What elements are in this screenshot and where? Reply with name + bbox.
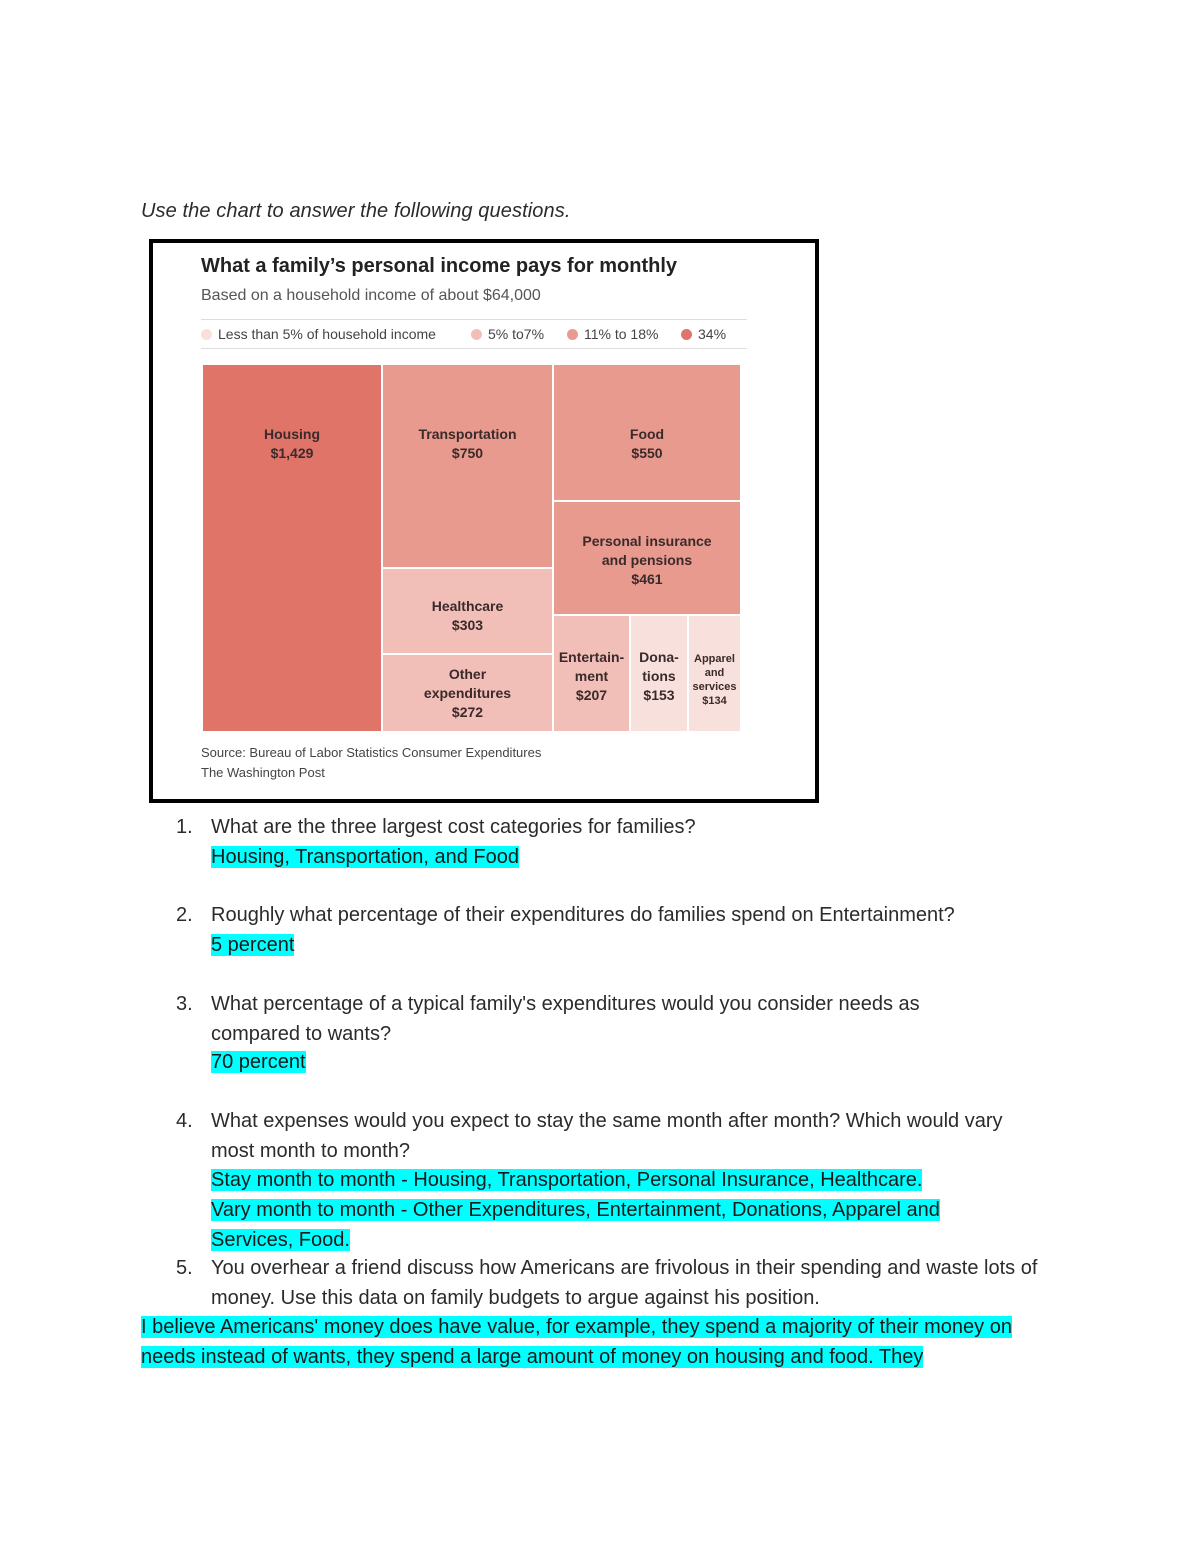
treemap-cell-entertainment	[553, 615, 630, 732]
treemap-category-label: Housing	[264, 426, 320, 442]
treemap-category-label: Entertain-	[558, 649, 625, 665]
answer-highlight: Vary month to month - Other Expenditures, Entertainment, Donations, Apparel and Services, Food.	[211, 1199, 940, 1251]
treemap-cell-label	[631, 648, 687, 705]
answer	[211, 843, 1051, 873]
treemap-cell-label	[689, 652, 740, 708]
treemap-cell-apparel-and-services	[688, 615, 741, 732]
question-text: What percentage of a typical family's expenditures would you consider needs as compared to wants?	[211, 993, 920, 1045]
treemap-value-label: $134	[702, 695, 727, 707]
treemap-cell-housing	[202, 364, 382, 732]
treemap-category-label: Other	[448, 666, 487, 682]
treemap-category-label: ment	[574, 668, 609, 684]
question-number: 5.	[176, 1257, 193, 1279]
legend-swatch	[567, 329, 578, 340]
treemap-category-label: Healthcare	[431, 598, 504, 614]
legend-label: 34%	[698, 326, 727, 342]
chart-legend	[201, 319, 747, 349]
treemap-value-label: $1,429	[270, 445, 314, 461]
chart-source: Source: Bureau of Labor Statistics Consumer Expenditures	[201, 745, 542, 760]
treemap-cell-label	[554, 532, 740, 589]
legend-label: Less than 5% of household income	[218, 326, 436, 342]
chart-title: What a family’s personal income pays for monthly	[201, 255, 678, 277]
treemap-category-label: Personal insurance	[582, 533, 712, 549]
treemap-cell-label	[554, 648, 629, 705]
instructions-text: Use the chart to answer the following questions.	[141, 200, 571, 222]
treemap-cell-label	[383, 425, 552, 463]
answer	[141, 1313, 1056, 1372]
treemap-cell-label	[554, 425, 740, 463]
treemap-value-label: $303	[451, 617, 484, 633]
treemap-category-label: Dona-	[639, 649, 679, 665]
treemap-value-label: $550	[631, 445, 663, 461]
legend-swatch	[681, 329, 692, 340]
treemap-category-label: and pensions	[601, 552, 693, 568]
answer-highlight: Housing, Transportation, and Food	[211, 846, 519, 868]
treemap-category-label: Apparel	[694, 653, 735, 665]
legend-label: 5% to7%	[488, 326, 545, 342]
question-number: 3.	[176, 993, 193, 1015]
treemap-cell-transportation	[382, 364, 553, 568]
treemap-cell-label	[383, 665, 552, 722]
treemap-category-label: expenditures	[423, 685, 512, 701]
treemap-cell-healthcare	[382, 568, 553, 654]
treemap-category-label: Transportation	[418, 426, 517, 442]
treemap-cell-label	[383, 597, 552, 635]
answer-highlight: I believe Americans' money does have value, for example, they spend a majority of their money on needs instead of wants, they spend a large amount of money on housing and food. They	[141, 1316, 1012, 1368]
answer-highlight: 5 percent	[211, 934, 295, 956]
treemap-category-label: services	[692, 681, 737, 693]
legend-swatch	[471, 329, 482, 340]
chart-subtitle: Based on a household income of about $64,000	[201, 287, 541, 304]
treemap-cell-label	[203, 425, 381, 463]
treemap-category-label: and	[704, 667, 725, 679]
legend-item	[471, 326, 544, 342]
treemap-cell-other-expenditures	[382, 654, 553, 732]
answer	[211, 1166, 1051, 1196]
answer-highlight: 70 percent	[211, 1051, 306, 1073]
question-number: 1.	[176, 816, 193, 838]
chart-credit: The Washington Post	[201, 765, 325, 780]
treemap-cell-personal-insurance-and-pensions	[553, 501, 741, 615]
legend-item	[567, 326, 658, 342]
legend-item	[201, 326, 436, 342]
treemap-cell-donations	[630, 615, 688, 732]
treemap-value-label: $461	[631, 571, 663, 587]
treemap-cell-food	[553, 364, 741, 501]
treemap-category-label: Food	[629, 426, 665, 442]
question-number: 4.	[176, 1110, 193, 1132]
question-text: You overhear a friend discuss how Americans are frivolous in their spending and waste lots of money. Use this data on family budgets to argue against his position.	[211, 1257, 1038, 1309]
legend-label: 11% to 18%	[584, 326, 659, 342]
question-text: What expenses would you expect to stay the same month after month? Which would vary most month to month?	[211, 1110, 1003, 1162]
treemap-value-label: $272	[451, 704, 484, 720]
question-text: What are the three largest cost categories for families?	[211, 816, 696, 838]
chart-figure	[149, 239, 819, 803]
legend-item	[681, 326, 726, 342]
answer	[211, 1196, 1011, 1255]
question-text: Roughly what percentage of their expenditures do families spend on Entertainment?	[211, 904, 955, 926]
treemap-value-label: $750	[451, 445, 484, 461]
treemap-value-label: $207	[575, 687, 608, 703]
answer	[211, 1048, 1051, 1078]
answer	[211, 931, 1051, 961]
treemap-category-label: tions	[642, 668, 676, 684]
legend-swatch	[201, 329, 212, 340]
question-number: 2.	[176, 904, 193, 926]
treemap-value-label: $153	[643, 687, 675, 703]
answer-highlight: Stay month to month - Housing, Transportation, Personal Insurance, Healthcare.	[211, 1169, 923, 1191]
